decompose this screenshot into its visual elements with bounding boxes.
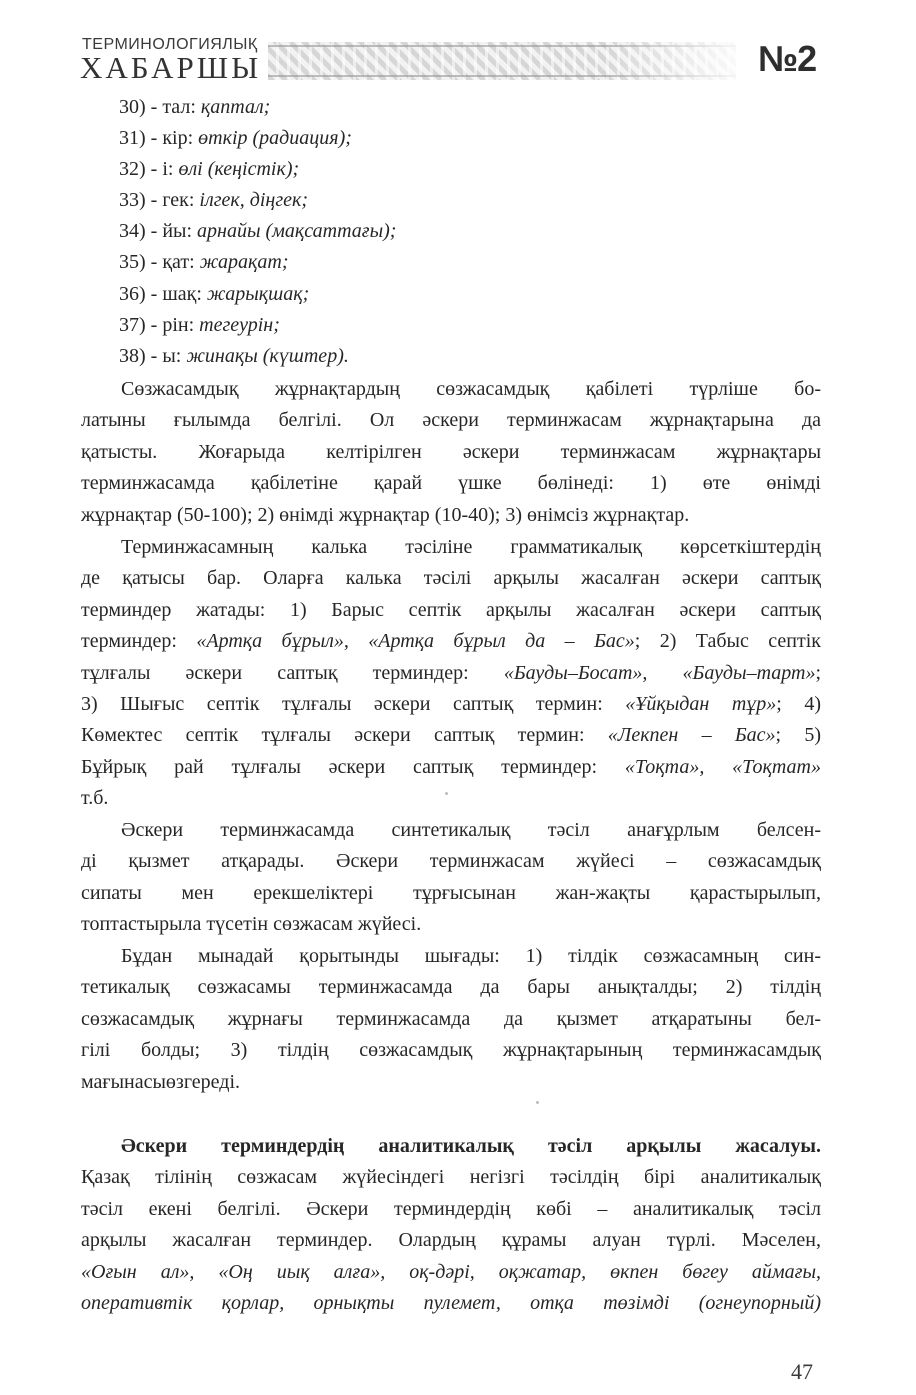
list-item-term: арнайы (мақсаттағы); bbox=[197, 220, 397, 243]
text-line: «Оғын ал», «Оң иық алға», оқ-дәрі, оқжатар, өкпен бөгеу аймағы, bbox=[81, 1260, 821, 1283]
text-line: мағынасыөзгереді. bbox=[81, 1070, 240, 1093]
list-item bbox=[119, 123, 396, 154]
text-line: оперативтік қорлар, орнықты пулемет, отқа төзімді (огнеупорный) bbox=[81, 1291, 821, 1314]
page-header bbox=[78, 32, 818, 88]
text-fragment: ; 2) Табыс септік bbox=[634, 630, 821, 653]
journal-title-small: ТЕРМИНОЛОГИЯЛЫҚ bbox=[82, 36, 258, 53]
text-line bbox=[81, 1131, 821, 1162]
text-fragment: терминдер: bbox=[81, 630, 197, 653]
term-examples: «Тоқта», «Тоқтат» bbox=[624, 755, 821, 778]
text-line: сипаты мен ерекшеліктері тұрғысынан жан-жақты қарастырылып, bbox=[81, 881, 821, 904]
list-item-term: тегеурін; bbox=[199, 313, 280, 336]
page-number: 47 bbox=[791, 1359, 813, 1384]
text-line: топтастырыла түсетін сөзжасам жүйесі. bbox=[81, 913, 422, 936]
paragraph-analytic bbox=[81, 1131, 821, 1319]
text-line: де қатысы бар. Оларға калька тәсілі арқылы жасалған әскери саптық bbox=[81, 567, 821, 590]
list-item bbox=[119, 247, 396, 278]
text-line: Қазақ тілінің сөзжасам жүйесіндегі негізгі тәсілдің бірі аналитикалық bbox=[81, 1166, 821, 1189]
paragraph-conclusion bbox=[81, 941, 821, 1098]
list-item bbox=[119, 279, 396, 310]
text-line: латыны ғылымда белгілі. Ол әскери терминжасам жұрнақтарына да bbox=[81, 409, 821, 432]
text-line: терминдер жатады: 1) Барыс септік арқылы жасалған әскери саптық bbox=[81, 598, 821, 621]
scan-speck bbox=[445, 792, 448, 795]
list-item-prefix: 33) - гек: bbox=[119, 189, 195, 212]
text-line: жұрнақтар (50-100); 2) өнімді жұрнақтар (10-40); 3) өнімсіз жұрнақтар. bbox=[81, 503, 690, 526]
text-line: т.б. bbox=[81, 787, 109, 810]
text-fragment: Көмектес септік тұлғалы әскери саптық термин: bbox=[81, 724, 608, 747]
list-item-term: жарақат; bbox=[199, 251, 289, 274]
list-item-prefix: 34) - йы: bbox=[119, 220, 193, 243]
list-item-prefix: 38) - ы: bbox=[119, 344, 182, 367]
text-fragment: 3) Шығыс септік тұлғалы әскери саптық термин: bbox=[81, 692, 626, 715]
text-line: Сөзжасамдық жұрнақтардың сөзжасамдық қабілеті түрліше бо- bbox=[121, 378, 821, 400]
list-item bbox=[119, 154, 396, 185]
text-line bbox=[81, 752, 821, 783]
scan-speck bbox=[536, 1101, 539, 1104]
text-line bbox=[81, 720, 821, 751]
text-line: терминжасамда қабілетіне қарай үшке бөлінеді: 1) өте өнімді bbox=[81, 472, 821, 495]
list-item bbox=[119, 185, 396, 216]
journal-title-large: ХАБАРШЫ bbox=[80, 50, 262, 85]
text-fragment: ; 5) bbox=[775, 724, 822, 747]
text-fragment: ; 4) bbox=[776, 692, 822, 715]
list-item bbox=[119, 310, 396, 341]
term-examples: «Артқа бұрыл», «Артқа бұрыл да – Бас» bbox=[196, 630, 635, 653]
term-examples: «Ұйқыдан тұр» bbox=[625, 692, 777, 715]
issue-number: №2 bbox=[758, 38, 817, 79]
text-line: Терминжасамның калька тәсіліне грамматикалық көрсеткіштердің bbox=[121, 536, 821, 558]
text-line: Әскери терминжасамда синтетикалық тәсіл анағұрлым белсен- bbox=[121, 819, 821, 841]
paragraph-calque bbox=[81, 532, 821, 815]
list-item bbox=[119, 216, 396, 247]
term-examples: «Бауды–Босат», «Бауды–тарт» bbox=[503, 661, 816, 684]
list-item-prefix: 36) - шақ: bbox=[119, 282, 202, 305]
text-line: сөзжасамдық жұрнағы терминжасамда да қызмет атқаратыны бел- bbox=[81, 1007, 821, 1030]
suffix-list bbox=[119, 92, 396, 372]
list-item-prefix: 37) - рін: bbox=[119, 313, 195, 336]
list-item bbox=[119, 341, 396, 372]
text-line: тәсіл екені белгілі. Әскери терминдердің көбі – аналитикалық тәсіл bbox=[81, 1197, 821, 1220]
list-item-term: өлі (кеңістік); bbox=[178, 158, 300, 181]
text-line bbox=[81, 658, 821, 689]
list-item-prefix: 30) - тал: bbox=[119, 96, 196, 118]
text-line: арқылы жасалған терминдер. Олардың құрамы алуан түрлі. Мәселен, bbox=[81, 1229, 821, 1252]
list-item bbox=[119, 92, 396, 123]
text-fragment: тұлғалы әскери саптық терминдер: bbox=[81, 661, 504, 684]
paragraph-productivity bbox=[81, 374, 821, 531]
text-line bbox=[81, 689, 821, 720]
list-item-term: қаптал; bbox=[200, 96, 271, 118]
list-item-prefix: 32) - і: bbox=[119, 158, 174, 181]
list-item-prefix: 31) - кір: bbox=[119, 127, 194, 150]
term-examples: «Лекпен – Бас» bbox=[607, 724, 776, 747]
text-line: тетикалық сөзжасамы терминжасамда да бары анықталды; 2) тілдің bbox=[81, 976, 821, 999]
list-item-term: жарықшақ; bbox=[206, 282, 310, 305]
paragraph-synthetic bbox=[81, 815, 821, 941]
section-heading: Әскери терминдердің аналитикалық тәсіл арқылы жасалуы. bbox=[121, 1135, 821, 1157]
text-fragment: Бұйрық рай тұлғалы әскери саптық терминдер: bbox=[81, 755, 625, 778]
list-item-term: жинақы (күштер). bbox=[186, 344, 349, 367]
text-line: қатысты. Жоғарыда келтірілген әскери терминжасам жұрнақтары bbox=[81, 440, 821, 463]
text-line bbox=[81, 626, 821, 657]
list-item-prefix: 35) - қат: bbox=[119, 251, 195, 274]
ornament-band bbox=[268, 42, 736, 80]
text-line: ді қызмет атқарады. Әскери терминжасам жүйесі – сөзжасамдық bbox=[81, 850, 821, 873]
list-item-term: ілгек, діңгек; bbox=[199, 189, 309, 212]
text-line: гілі болды; 3) тілдің сөзжасамдық жұрнақтарының терминжасамдық bbox=[81, 1039, 821, 1062]
text-fragment: ; bbox=[815, 661, 822, 684]
list-item-term: өткір (радиация); bbox=[198, 127, 352, 150]
text-line: Бұдан мынадай қорытынды шығады: 1) тілдік сөзжасамның син- bbox=[121, 945, 821, 967]
